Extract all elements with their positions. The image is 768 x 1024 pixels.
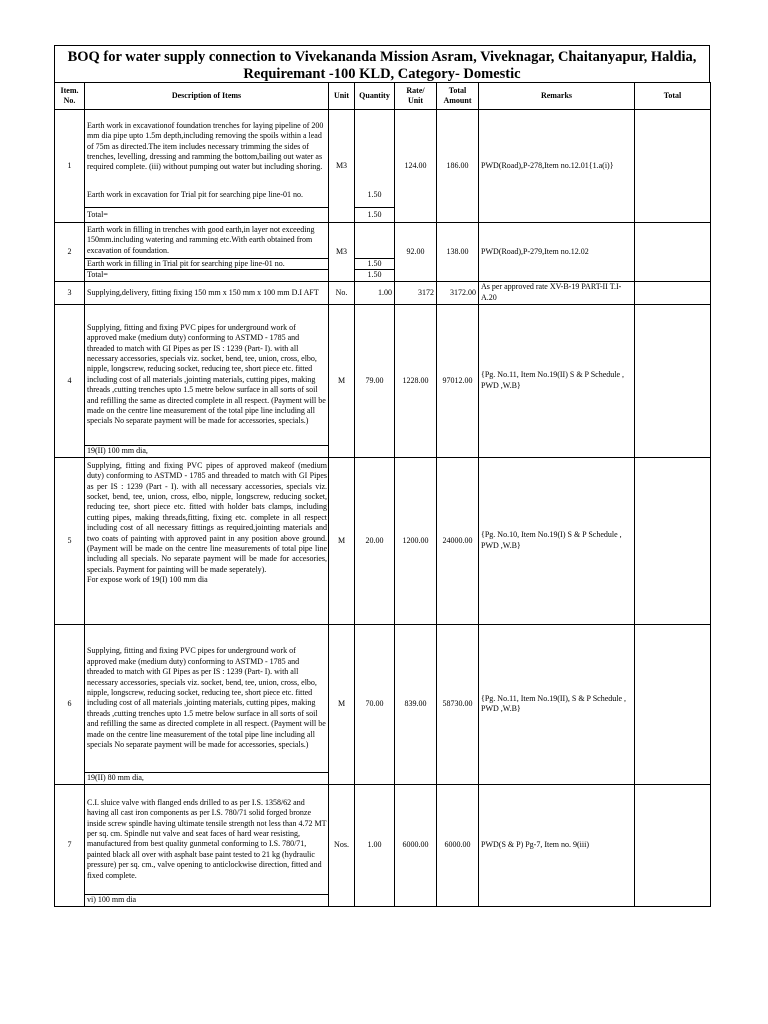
item-description: Earth work in filling in trenches with good earth,in layer not exceeding 150mm.including watering and ramming etc.With earth obtained from excavation of foundation.: [85, 223, 329, 259]
item-total: [635, 110, 711, 223]
item-remarks: PWD(Road),P-278,Item no.12.01{1.a(i)}: [479, 110, 635, 223]
item-quantity: 1.00: [355, 281, 395, 304]
item-remarks: PWD(S & P) Pg-7, Item no. 9(iii): [479, 784, 635, 906]
item-rate: 6000.00: [395, 784, 437, 906]
item-total: [635, 624, 711, 784]
item-unit: M3: [329, 223, 355, 282]
item-total-quantity: 1.50: [355, 208, 395, 223]
document-title: [54, 45, 710, 82]
item-quantity: 79.00: [355, 304, 395, 457]
table-row: [55, 784, 711, 894]
item-remarks: {Pg. No.10, Item No.19(I) S & P Schedule , PWD ,W.B}: [479, 457, 635, 624]
item-total: [635, 281, 711, 304]
header-total-amount: Total Amount: [437, 83, 479, 110]
item-rate: 1200.00: [395, 457, 437, 624]
item-description: Supplying, fitting and fixing PVC pipes for underground work of approved make (medium duty) conforming to ASTMD - 1785 and threaded to match with GI Pipes as per IS : 1239 (Part- I). with all necessary accessories, specials viz. socket, bend, tee, union, cross, elbo, nipple, longscrew, reducing socket, reducing tee, short piece etc. fitted including cost of all materials ,jointing materials, cutting pipes, making threads ,cutting trenches upto 1.5 metre below surface in all sorts of soil and refilling the same as directed complete in all respect. (Payment will be made on the centre line measurement of the total pipe line including all specials No separate payment will be made for accessories, specials.): [85, 624, 329, 772]
item-total-label: Total=: [85, 208, 329, 223]
table-row: [55, 457, 711, 624]
item-quantity: 70.00: [355, 624, 395, 784]
item-remarks: As per approved rate XV-B-19 PART-II T.I- A.20: [479, 281, 635, 304]
item-sub-description: Earth work in filling in Trial pit for searching pipe line-01 no.: [85, 259, 329, 270]
item-amount: 138.00: [437, 223, 479, 282]
item-unit: M: [329, 304, 355, 457]
item-remarks: {Pg. No.11, Item No.19(II) S & P Schedule , PWD ,W.B}: [479, 304, 635, 457]
item-unit: M: [329, 457, 355, 624]
item-rate: 839.00: [395, 624, 437, 784]
item-total: [635, 784, 711, 906]
item-rate: 92.00: [395, 223, 437, 282]
item-number: 6: [55, 624, 85, 784]
table-row: [55, 223, 711, 259]
item-sub-description: Earth work in excavation for Trial pit for searching pipe line-01 no.: [85, 184, 329, 208]
item-amount: 24000.00: [437, 457, 479, 624]
item-rate: 3172: [395, 281, 437, 304]
item-quantity: 1.00: [355, 784, 395, 906]
item-rate: 124.00: [395, 110, 437, 223]
item-total-quantity: 1.50: [355, 270, 395, 281]
item-number: 5: [55, 457, 85, 624]
item-sub-description: For expose work of 19(I) 100 mm dia: [87, 575, 208, 585]
item-number: 1: [55, 110, 85, 223]
item-number: 4: [55, 304, 85, 457]
item-remarks: {Pg. No.11, Item No.19(II), S & P Schedule , PWD ,W.B}: [479, 624, 635, 784]
item-description: Supplying, fitting and fixing PVC pipes of approved makeof (medium duty) conforming to ASTMD - 1785 and threaded to match with GI Pipes as per IS : 1239 (Part - I). with all necessary accessories, specials viz. socket, bend, tee, union, cross, elbo, nipple, longscrew, reducing socket, reducing tee, short piece etc. fitted with holder bats clamps, including cutting pipes, making threads,fitting, fixing etc. complete in all respect including cost of all necessary fittings as required,jointing materials and two coats of painting with approved paint in any position above ground. (Payment will be made on the centre line measurements of total pipe line including all specials. No separate payment will be made for accesories, specials. Payment for painting will be made seperately). For expose work of 19(I) 100 mm dia: [85, 457, 329, 624]
header-description: Description of Items: [85, 83, 329, 110]
item-rate: 1228.00: [395, 304, 437, 457]
header-row: [55, 83, 711, 110]
table-row: [55, 624, 711, 772]
item-amount: 97012.00: [437, 304, 479, 457]
table-row: [55, 110, 711, 184]
item-amount: 58730.00: [437, 624, 479, 784]
item-description: Supplying,delivery, fitting fixing 150 mm x 150 mm x 100 mm D.I AFT: [85, 281, 329, 304]
header-remarks: Remarks: [479, 83, 635, 110]
item-sub-description: vi) 100 mm dia: [85, 894, 329, 906]
title-line-1: BOQ for water supply connection to Vivekananda Mission Asram, Viveknagar, Chaitanyapur, Haldia,: [67, 49, 697, 65]
item-number: 2: [55, 223, 85, 282]
item-number: 3: [55, 281, 85, 304]
item-quantity: 20.00: [355, 457, 395, 624]
header-rate: Rate/ Unit: [395, 83, 437, 110]
boq-table: [54, 82, 711, 907]
item-amount: 6000.00: [437, 784, 479, 906]
item-total: [635, 304, 711, 457]
header-item-no: Item. No.: [55, 83, 85, 110]
table-row: [55, 304, 711, 445]
item-description: C.I. sluice valve with flanged ends drilled to as per I.S. 1358/62 and having all cast iron components as per I.S. 780/71 solid forged bronze inside screw spindle having ultimate tensile strength not less than 4.72 MT per sq. cm. Spindle nut valve and seat faces of hard wear resisting, manufactured from best quality gunmetal conforming to I.S. 780/71, painted black all over with asphalt base paint tested to 21 kg (hydraulic pressure) per sq. cm., valve opening to anticlockwise direction, fitted and fixed complete.: [85, 784, 329, 894]
item-description: Earth work in excavationof foundation trenches for laying pipeline of 200 mm dia pipe upto 1.5m depth,including removing the spoils within a lead of 75m as directed.The item includes necessary trimming the sides of trenches, levelling, dressing and ramming the bottom,bailing out water as required complete. (iii) without pumping out water but including shoring.: [85, 110, 329, 184]
item-description: Supplying, fitting and fixing PVC pipes for underground work of approved make (medium duty) conforming to ASTMD - 1785 and threaded to match with GI Pipes as per IS : 1239 (Part- I). with all necessary accessories, specials viz. socket, bend, tee, union, cross, elbo, nipple, longscrew, reducing socket, reducing tee, short piece etc. fitted including cost of all materials ,jointing materials, cutting pipes, making threads ,cutting trenches upto 1.5 metre below surface in all sorts of soil and refilling the same as directed complete in all respect. (Payment will be made on the centre line measurement of the total pipe line including all specials No separate payment will be made for accessories, specials.): [85, 304, 329, 445]
item-total: [635, 223, 711, 282]
item-sub-description: 19(II) 100 mm dia,: [85, 445, 329, 457]
item-unit: Nos.: [329, 784, 355, 906]
item-sub-quantity: 1.50: [355, 259, 395, 270]
title-line-2: Requiremant -100 KLD, Category- Domestic: [243, 66, 521, 82]
boq-sheet: [54, 45, 710, 907]
header-quantity: Quantity: [355, 83, 395, 110]
item-number: 7: [55, 784, 85, 906]
item-remarks: PWD(Road),P-279,Item no.12.02: [479, 223, 635, 282]
header-total: Total: [635, 83, 711, 110]
item-total-label: Total=: [85, 270, 329, 281]
item-amount: 186.00: [437, 110, 479, 223]
item-unit: M: [329, 624, 355, 784]
item-amount: 3172.00: [437, 281, 479, 304]
item-unit: M3: [329, 110, 355, 223]
item-unit: No.: [329, 281, 355, 304]
item-sub-quantity: 1.50: [355, 184, 395, 208]
header-unit: Unit: [329, 83, 355, 110]
item-total: [635, 457, 711, 624]
item-sub-description: 19(II) 80 mm dia,: [85, 772, 329, 784]
table-row: [55, 281, 711, 304]
